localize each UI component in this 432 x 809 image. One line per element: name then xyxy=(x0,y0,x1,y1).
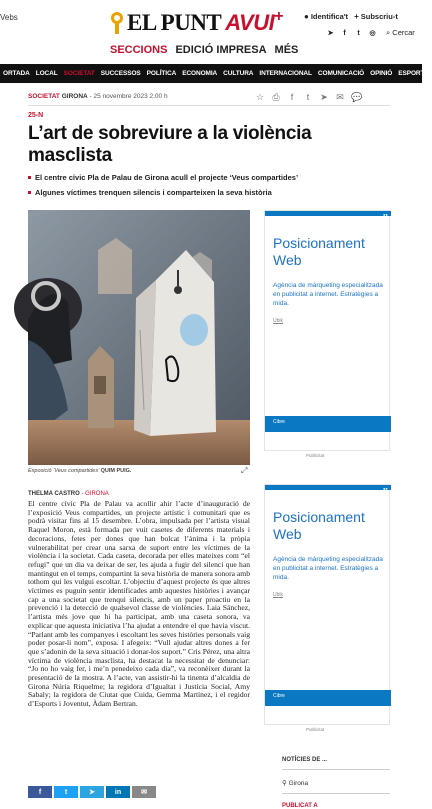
linkedin-icon: in xyxy=(114,788,122,796)
site-header xyxy=(0,0,422,62)
sidebar-notices xyxy=(282,757,382,809)
divider xyxy=(28,105,390,106)
article-byline xyxy=(28,491,109,497)
email-share-button[interactable] xyxy=(132,786,156,798)
twitter-icon[interactable]: t xyxy=(306,92,310,102)
instagram-icon[interactable]: ◎ xyxy=(369,29,376,37)
linkedin-share-button[interactable] xyxy=(106,786,130,798)
nav-item-esports[interactable]: ESPORTS xyxy=(398,70,429,77)
telegram-icon[interactable]: ➤ xyxy=(320,92,328,102)
location-pin-icon: ⚲ xyxy=(282,780,287,787)
article-location[interactable]: GIRONA xyxy=(61,93,88,100)
author-place: - GIRONA xyxy=(81,491,109,497)
nav-item-economia[interactable]: ECONOMIA xyxy=(182,70,218,77)
social-links xyxy=(326,28,415,38)
ad-description: Agència de màrqueting especialitzada en publicitat a internet. Estratègies a mida. xyxy=(273,282,383,307)
more-link[interactable]: MÉS xyxy=(274,44,299,56)
subscribe-icon: + xyxy=(354,12,359,21)
main-nav xyxy=(0,64,429,83)
ad-banner[interactable] xyxy=(264,210,390,451)
favorite-icon[interactable]: ☆ xyxy=(255,92,265,102)
article-date: - 25 novembre 2023 2.00 h xyxy=(89,93,168,100)
facebook-share-button[interactable] xyxy=(28,786,52,798)
article-body: El centre cívic Pla de Palau va acollir ahir l’acte d’inauguració de l’exposició Veus compartides, un projecte artístic i comunitari que es podrà visitar fins al 15 desembre. L’obra, impulsada per l’artista visual Raquel Moron, està formada per vuit casetes de diferents materials i decoracions, fetes per dones que han bolcat l’ànima i la pròpia vulnerabilitat per crear una sarxa de suport entre les víctimes de la violència i la societat. Cada caseta, decorada per elles mateixes com “el refugi” que un dia va deixar de ser, les ajuda a fugir del silenci que han mantingut en el temps, compartint la seva història de manera sonora amb tothom qui les vulgui escoltar. L’objectiu d’aquest projecte és que altres víctimes es puguin sentir identificades amb aquestes històries i avançar cap a una societat que trenqui silencis, amb un paper proactiu en la prevenció i la detecció de qualsevol classe de violències. Laia Sánchez, l’artista més jove que hi ha participat, amb una caseta sonora, va explicar que aquesta iniciativa l’ha ajudat a entendre el que havia viscut. “Parlant amb les companyes i escoltant les seves històries personals vaig poder posar-li nom”, exposa. I afegeix: “Vull ajudar altres dones a fer que s’adonin de la seva situació i donar-los suport.” Cris Pérez, una altra víctima de violència masclista, ha destacat la necessitat de denunciar: “Jo no ho vaig fer, i me’n penedeixo cada dia”, va reconèixer durant la presentació de la mostra. A l’acte, van assistir-hi la tinenta d’alcaldia de Girona Núria Riquelme; la regidora d’Igualtat i Justícia Social, Amy Sabaly; la regidora de Ciutat que Cuida, Gemma Martínez, i el regidor d’Esports i Joventut, Àdam Bertran. xyxy=(28,499,250,709)
summary-item: El centre cívic Pla de Palau de Girona acull el projecte ‘Veus compartides’ xyxy=(28,173,388,182)
ad-cta-link[interactable]: Ubik xyxy=(273,318,284,324)
nav-item-cultura[interactable]: CULTURA xyxy=(223,70,254,77)
logo-mark-icon xyxy=(110,12,124,34)
article-headline: L’art de sobreviure a la violència masclista xyxy=(28,123,312,166)
email-icon: ✉ xyxy=(141,789,147,796)
logo-main-text: EL PUNT xyxy=(127,10,222,35)
ad-top-strip xyxy=(265,211,391,216)
share-bar xyxy=(28,786,156,798)
logo-avui-text: AVUI xyxy=(225,10,275,35)
comments-icon[interactable]: 💬 xyxy=(351,92,363,102)
photo-caption: Exposició ‘Veus compartides’ QUIM PUIG. xyxy=(28,468,132,474)
summary-item: Algunes víctimes trenquen silencis i comparteixen la seva història xyxy=(28,188,388,197)
ad-menu-icon[interactable]: ●● xyxy=(383,212,388,217)
twitter-share-button[interactable] xyxy=(54,786,78,798)
facebook-icon[interactable]: f xyxy=(290,92,294,102)
article-summary xyxy=(28,173,388,203)
ad-bottom-bar xyxy=(265,690,391,706)
facebook-icon[interactable]: f xyxy=(343,29,346,37)
ad-bottom-bar xyxy=(265,416,391,432)
author-name[interactable]: THELMA CASTRO xyxy=(28,491,80,497)
ad-menu-icon[interactable]: ●● xyxy=(383,486,388,491)
nav-item-política[interactable]: POLÍTICA xyxy=(146,70,177,77)
telegram-icon[interactable]: ➤ xyxy=(327,29,334,37)
search-button[interactable]: ⌕ Cercar xyxy=(386,28,415,37)
email-icon[interactable]: ✉ xyxy=(336,92,344,102)
nav-item-comunicació[interactable]: COMUNICACIÓ xyxy=(317,70,365,77)
user-icon: ● xyxy=(304,12,309,21)
nav-item-opinió[interactable]: OPINIÓ xyxy=(370,70,393,77)
print-icon[interactable]: ⎙ xyxy=(272,92,280,102)
article-meta xyxy=(28,93,168,100)
published-title: PUBLICAT A xyxy=(282,803,318,809)
photo-illustration xyxy=(28,210,250,465)
nav-item-ortada[interactable]: ORTADA xyxy=(3,70,30,77)
site-logo[interactable] xyxy=(110,9,284,37)
sections-button[interactable]: SECCIONS xyxy=(110,44,168,56)
ad-description: Agència de màrqueting especialitzada en publicitat a internet. Estratègies a mida. xyxy=(273,556,383,581)
logo-plus-text: + xyxy=(274,8,284,25)
nav-item-internacional[interactable]: INTERNACIONAL xyxy=(259,70,312,77)
notices-location[interactable]: ⚲ Girona xyxy=(282,780,309,787)
user-links xyxy=(304,12,398,21)
article-tools xyxy=(255,92,361,103)
ad-brand: Cibre xyxy=(273,419,285,425)
divider xyxy=(282,793,390,794)
twitter-icon: t xyxy=(64,788,68,796)
article-kicker: 25-N xyxy=(28,112,44,119)
identify-link[interactable]: ● Identifica't xyxy=(304,12,349,21)
article-photo[interactable] xyxy=(28,210,250,465)
ad-title[interactable]: Posicionament Web xyxy=(273,235,365,268)
nav-item-societat[interactable]: SOCIETAT xyxy=(63,70,95,77)
telegram-icon: ➤ xyxy=(89,789,95,796)
print-edition-link[interactable]: EDICIÓ IMPRESA xyxy=(175,44,267,56)
facebook-icon: f xyxy=(38,788,42,796)
ad-brand: Cibre xyxy=(273,693,285,699)
expand-icon[interactable]: ⤢ xyxy=(241,466,248,475)
nav-item-successos[interactable]: SUCCESSOS xyxy=(100,70,141,77)
ad-title[interactable]: Posicionament Web xyxy=(273,509,365,542)
ad-tag: Publicitat xyxy=(306,453,325,458)
divider xyxy=(282,769,390,770)
ad-cta-link[interactable]: Ubik xyxy=(273,592,284,598)
twitter-icon[interactable]: t xyxy=(357,29,360,37)
ad-banner[interactable] xyxy=(264,484,390,725)
sections-menu xyxy=(110,44,298,56)
notices-title[interactable]: NOTÍCIES DE ... xyxy=(282,757,328,763)
search-icon: ⌕ xyxy=(386,28,391,37)
subscribe-link[interactable]: + Subscriu-t xyxy=(354,12,398,21)
header-left-fragment[interactable]: Vebs xyxy=(0,13,18,22)
nav-item-local[interactable]: LOCAL xyxy=(35,70,58,77)
telegram-share-button[interactable] xyxy=(80,786,104,798)
ad-top-strip xyxy=(265,485,391,490)
article-category[interactable]: SOCIETAT xyxy=(28,93,60,100)
ad-tag: Publicitat xyxy=(306,727,325,732)
